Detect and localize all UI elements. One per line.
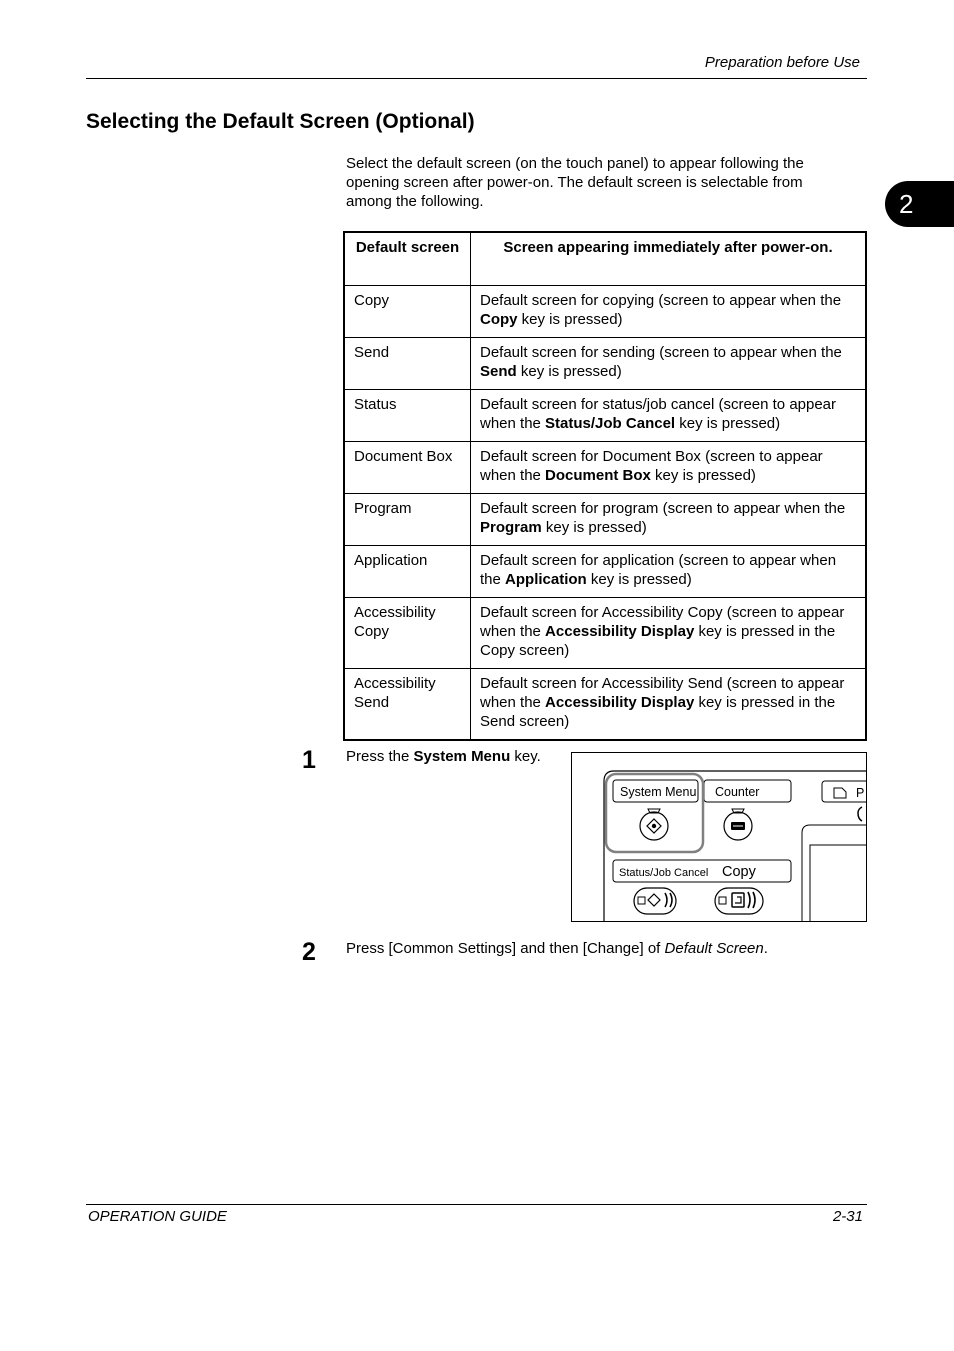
footer-guide-title: OPERATION GUIDE xyxy=(88,1208,227,1225)
step-1-text: Press the System Menu key. xyxy=(346,748,541,765)
default-screen-table xyxy=(343,231,867,741)
running-header: Preparation before Use xyxy=(704,54,860,71)
control-panel-drawing xyxy=(572,753,866,921)
footer-rule xyxy=(86,1204,867,1205)
table-row xyxy=(344,494,866,546)
screen-name: Status xyxy=(344,390,471,442)
screen-name: Application xyxy=(344,546,471,598)
column-header-description: Screen appearing immediately after power-on. xyxy=(471,232,867,286)
section-title: Selecting the Default Screen (Optional) xyxy=(86,110,475,133)
column-header-default-screen: Default screen xyxy=(344,232,471,286)
chapter-tab: 2 xyxy=(885,181,954,227)
step-number-1: 1 xyxy=(302,746,316,774)
screen-name: Accessibility Copy xyxy=(344,598,471,669)
status-job-cancel-label: Status/Job Cancel xyxy=(619,867,709,879)
printer-label-partial: P xyxy=(856,786,865,800)
table-row xyxy=(344,390,866,442)
screen-description: Default screen for Document Box (screen to appear when the Document Box key is pressed) xyxy=(471,442,867,494)
system-menu-key xyxy=(640,809,668,840)
table-row xyxy=(344,598,866,669)
system-menu-label: System Menu xyxy=(620,785,697,799)
table-row xyxy=(344,669,866,741)
table-row xyxy=(344,442,866,494)
header-rule xyxy=(86,78,867,79)
counter-key xyxy=(724,809,752,840)
screen-name: Program xyxy=(344,494,471,546)
step-2-text: Press [Common Settings] and then [Change] of Default Screen. xyxy=(346,940,768,957)
page-number: 2-31 xyxy=(832,1208,863,1225)
screen-description: Default screen for Accessibility Copy (screen to appear when the Accessibility Display key is pressed in the Copy screen) xyxy=(471,598,867,669)
table-header-row xyxy=(344,232,866,286)
table-row xyxy=(344,286,866,338)
screen-name: Accessibility Send xyxy=(344,669,471,741)
screen-name: Document Box xyxy=(344,442,471,494)
copy-label: Copy xyxy=(722,864,756,880)
send-key-icon xyxy=(634,888,676,914)
screen-description: Default screen for application (screen to appear when the Application key is pressed) xyxy=(471,546,867,598)
table-row xyxy=(344,338,866,390)
intro-paragraph: Select the default screen (on the touch panel) to appear following the opening screen after power-on. The default screen is selectable from among the following. xyxy=(346,155,804,210)
screen-name: Copy xyxy=(344,286,471,338)
table-row xyxy=(344,546,866,598)
screen-description: Default screen for copying (screen to appear when the Copy key is pressed) xyxy=(471,286,867,338)
screen-description: Default screen for sending (screen to appear when the Send key is pressed) xyxy=(471,338,867,390)
document-box-key-icon xyxy=(715,888,763,914)
screen-description: Default screen for program (screen to appear when the Program key is pressed) xyxy=(471,494,867,546)
counter-label: Counter xyxy=(715,785,760,799)
screen-description: Default screen for Accessibility Send (screen to appear when the Accessibility Display key is pressed in the Send screen) xyxy=(471,669,867,741)
screen-name: Send xyxy=(344,338,471,390)
screen-description: Default screen for status/job cancel (screen to appear when the Status/Job Cancel key is pressed) xyxy=(471,390,867,442)
step-number-2: 2 xyxy=(302,938,316,966)
control-panel-illustration xyxy=(571,752,867,922)
